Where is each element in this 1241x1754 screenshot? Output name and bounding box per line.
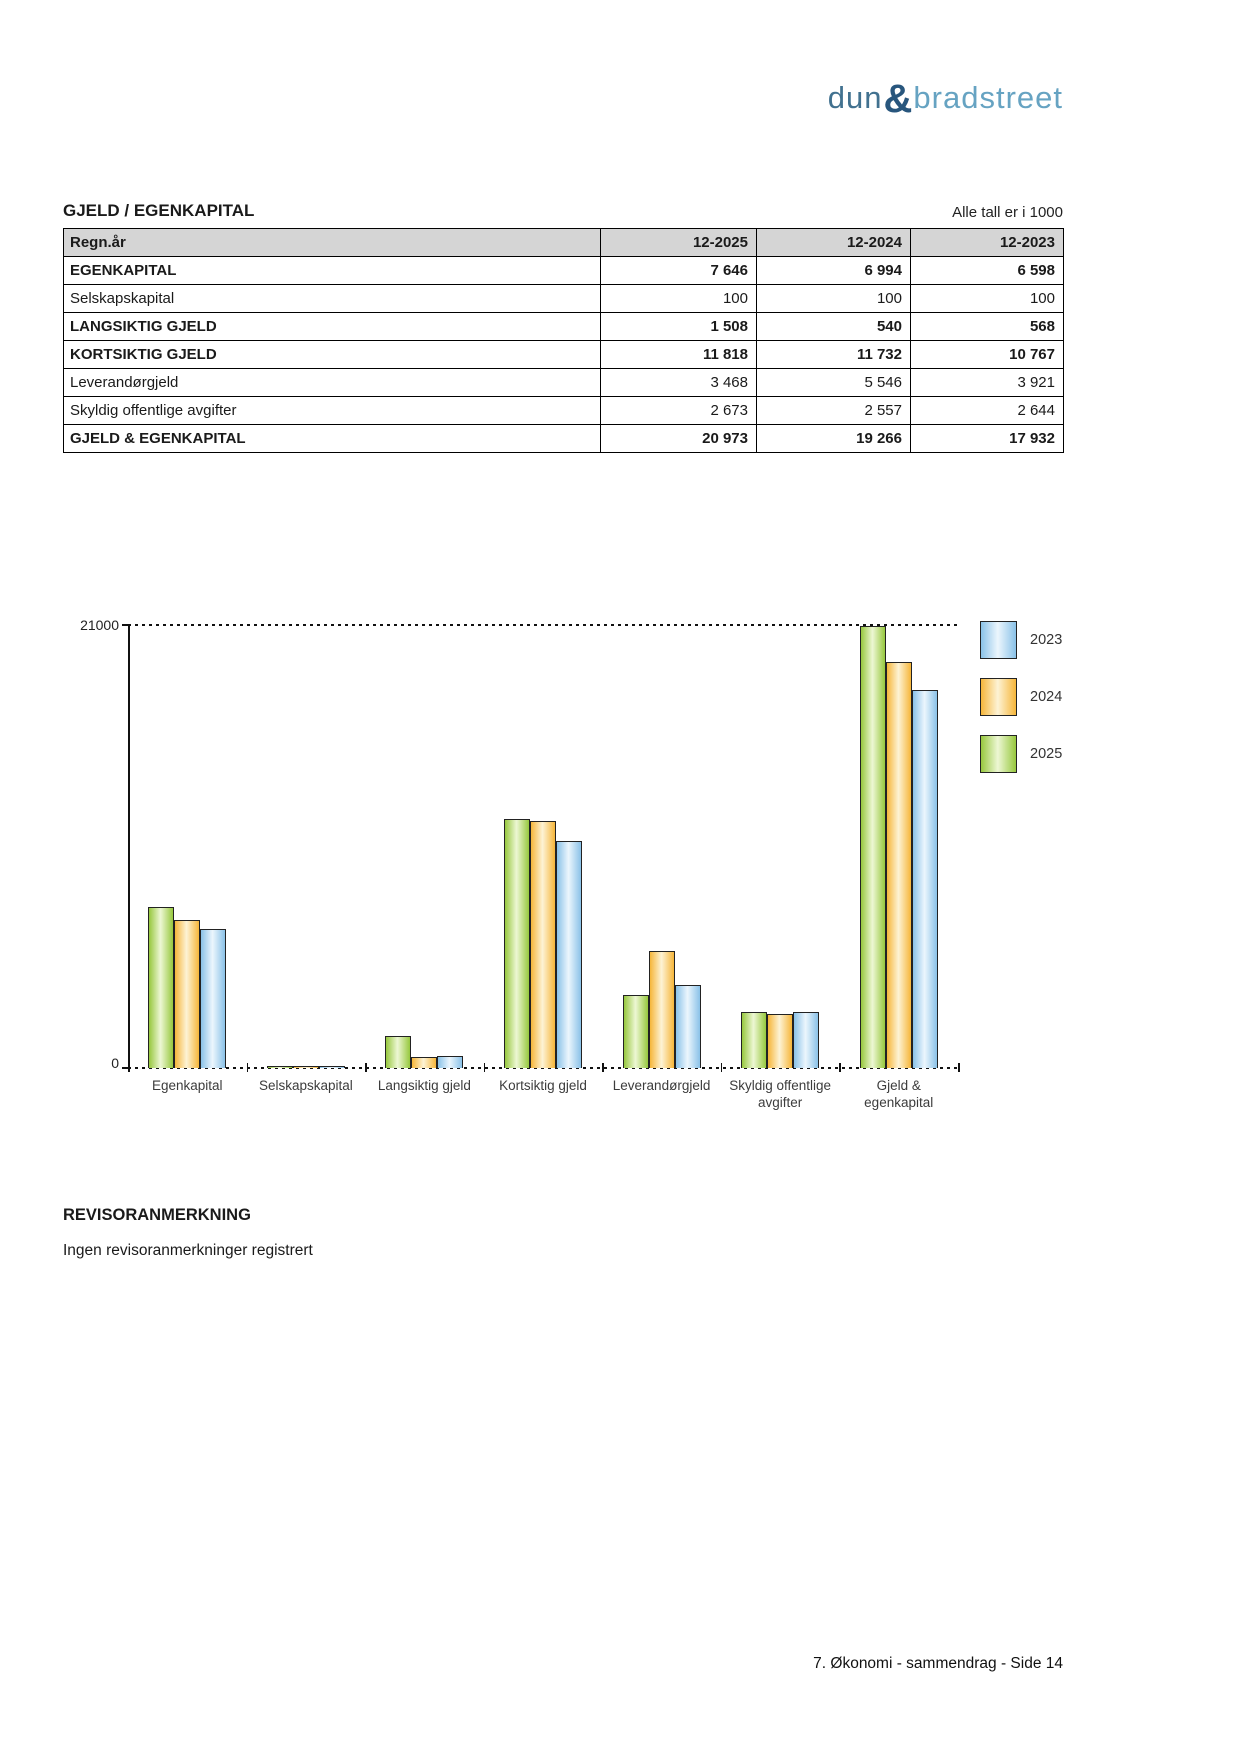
row-value: 100 (911, 285, 1064, 313)
row-label: Skyldig offentlige avgifter (64, 397, 601, 425)
bar-group-kortsiktig-gjeld (484, 819, 603, 1068)
category-label-kortsiktig-gjeld: Kortsiktig gjeld (499, 1078, 587, 1093)
row-value: 2 557 (757, 397, 911, 425)
row-value: 11 818 (601, 341, 757, 369)
row-value: 3 468 (601, 369, 757, 397)
legend-label-2025: 2025 (1030, 746, 1063, 762)
chart-legend (980, 621, 1062, 792)
x-axis-tick (839, 1063, 841, 1072)
x-axis-tick (484, 1063, 486, 1072)
row-label: Leverandørgjeld (64, 369, 601, 397)
bar-2023-langsiktig-gjeld (437, 1056, 463, 1068)
row-label: KORTSIKTIG GJELD (64, 341, 601, 369)
row-value: 540 (757, 313, 911, 341)
category-label-skyldig-offentlige-avgifter: Skyldig offentlige avgifter (729, 1078, 832, 1110)
y-axis-zero-label: 0 (111, 1055, 119, 1071)
logo-text-bradstreet: bradstreet (913, 80, 1063, 115)
bar-2023-leverand-rgjeld (675, 985, 701, 1068)
page-footer: 7. Økonomi - sammendrag - Side 14 (813, 1655, 1063, 1672)
column-header-12-2023: 12-2023 (911, 229, 1064, 257)
x-axis-tick (128, 1063, 130, 1072)
legend-swatch-2023 (980, 621, 1017, 659)
bar-2024-leverand-rgjeld (649, 951, 675, 1068)
legend-item-2023 (980, 621, 1062, 659)
category-label-egenkapital: Egenkapital (152, 1078, 223, 1093)
category-label-gjeld-egenkapital: Gjeld & egenkapital (864, 1078, 934, 1110)
row-value: 3 921 (911, 369, 1064, 397)
bar-2025-selskapskapital (267, 1066, 293, 1068)
bar-2024-langsiktig-gjeld (411, 1057, 437, 1068)
bar-2024-skyldig-offentlige-avgifter (767, 1014, 793, 1068)
category-label-selskapskapital: Selskapskapital (258, 1078, 353, 1093)
bar-2025-gjeld-egenkapital (860, 626, 886, 1068)
row-value: 2 673 (601, 397, 757, 425)
x-axis-tick (365, 1063, 367, 1072)
row-label: Selskapskapital (64, 285, 601, 313)
bar-group-selskapskapital (247, 1066, 366, 1068)
bar-2023-skyldig-offentlige-avgifter (793, 1012, 819, 1068)
bar-2024-selskapskapital (293, 1066, 319, 1068)
legend-item-2024 (980, 678, 1062, 716)
bar-2023-gjeld-egenkapital (912, 690, 938, 1068)
column-header-label: Regn.år (64, 229, 601, 257)
bar-2023-kortsiktig-gjeld (556, 841, 582, 1068)
x-axis-tick (602, 1063, 604, 1072)
category-label-leverand-rgjeld: Leverandørgjeld (612, 1078, 711, 1093)
row-value: 7 646 (601, 257, 757, 285)
bar-group-gjeld-egenkapital (839, 626, 958, 1068)
bar-group-leverand-rgjeld (602, 951, 721, 1068)
row-value: 5 546 (757, 369, 911, 397)
column-header-12-2024: 12-2024 (757, 229, 911, 257)
bar-group-langsiktig-gjeld (365, 1036, 484, 1068)
units-note: Alle tall er i 1000 (952, 204, 1063, 221)
bar-2025-egenkapital (148, 907, 174, 1068)
logo-text-dun: dun (827, 80, 883, 115)
bar-2025-leverand-rgjeld (623, 995, 649, 1068)
row-value: 10 767 (911, 341, 1064, 369)
bar-2024-kortsiktig-gjeld (530, 821, 556, 1068)
bar-2025-langsiktig-gjeld (385, 1036, 411, 1068)
legend-swatch-2025 (980, 735, 1017, 773)
logo-ampersand-icon: & (883, 77, 913, 121)
bar-group-skyldig-offentlige-avgifter (721, 1012, 840, 1068)
row-label: EGENKAPITAL (64, 257, 601, 285)
bar-2023-selskapskapital (319, 1066, 345, 1068)
bar-group-egenkapital (128, 907, 247, 1068)
legend-label-2024: 2024 (1030, 689, 1063, 705)
x-axis-tick (247, 1063, 249, 1072)
bar-2024-egenkapital (174, 920, 200, 1068)
column-header-12-2025: 12-2025 (601, 229, 757, 257)
x-axis-tick (721, 1063, 723, 1072)
row-value: 17 932 (911, 425, 1064, 453)
legend-swatch-2024 (980, 678, 1017, 716)
bar-2023-egenkapital (200, 929, 226, 1068)
row-value: 6 994 (757, 257, 911, 285)
row-value: 100 (757, 285, 911, 313)
row-value: 1 508 (601, 313, 757, 341)
row-value: 100 (601, 285, 757, 313)
plot-area (128, 625, 958, 1068)
row-value: 2 644 (911, 397, 1064, 425)
legend-label-2023: 2023 (1030, 632, 1063, 648)
row-value: 20 973 (601, 425, 757, 453)
row-value: 568 (911, 313, 1064, 341)
category-label-langsiktig-gjeld: Langsiktig gjeld (377, 1078, 471, 1093)
x-axis-tick (958, 1063, 960, 1072)
row-value: 19 266 (757, 425, 911, 453)
bar-2025-kortsiktig-gjeld (504, 819, 530, 1068)
revisor-heading: REVISORANMERKNING (63, 1206, 251, 1224)
row-label: LANGSIKTIG GJELD (64, 313, 601, 341)
row-value: 11 732 (757, 341, 911, 369)
bar-2025-skyldig-offentlige-avgifter (741, 1012, 767, 1068)
legend-item-2025 (980, 735, 1062, 773)
row-label: GJELD & EGENKAPITAL (64, 425, 601, 453)
section-title: GJELD / EGENKAPITAL (63, 201, 255, 220)
bar-2024-gjeld-egenkapital (886, 662, 912, 1068)
row-value: 6 598 (911, 257, 1064, 285)
y-axis-max-label: 21000 (80, 617, 119, 633)
revisor-note: Ingen revisoranmerkninger registrert (63, 1242, 313, 1259)
